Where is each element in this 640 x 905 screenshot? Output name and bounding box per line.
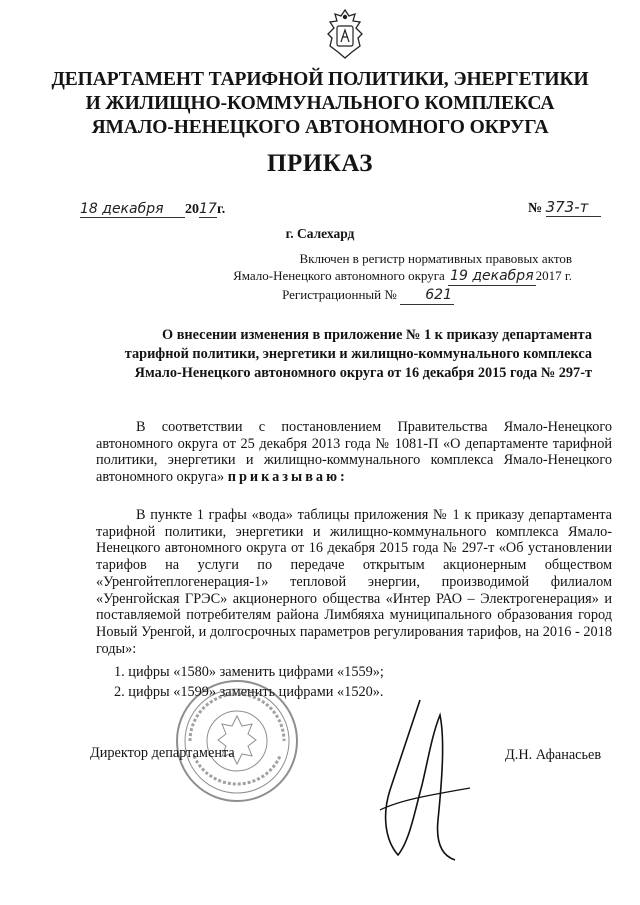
year-suffix: г.: [217, 202, 226, 217]
official-seal-stamp: [172, 676, 302, 806]
department-name-line1: ДЕПАРТАМЕНТ ТАРИФНОЙ ПОЛИТИКИ, ЭНЕРГЕТИКИ: [51, 69, 589, 90]
signatory-position: Директор департамента: [90, 745, 235, 761]
number-handwritten: 373-т: [546, 198, 601, 217]
subject-line2: тарифной политики, энергетики и жилищно-коммунального комплекса: [124, 346, 592, 362]
order-date: [80, 201, 225, 218]
registry-line2-prefix: Ямало-Ненецкого автономного округа: [233, 268, 445, 283]
registry-line2: [180, 267, 572, 286]
preamble-paragraph: [96, 419, 612, 486]
registry-number-handwritten: 621: [400, 287, 454, 305]
department-name-line3: ЯМАЛО-НЕНЕЦКОГО АВТОНОМНОГО ОКРУГА: [91, 117, 549, 138]
city: г. Салехард: [285, 226, 355, 241]
number-prefix: №: [528, 201, 543, 216]
registry-line1: Включен в регистр нормативных правовых актов: [299, 251, 572, 266]
order-number: [528, 198, 601, 217]
registry-number-label: Регистрационный №: [282, 287, 397, 302]
registry-year: 2017 г.: [535, 268, 572, 283]
document-title: ПРИКАЗ: [267, 150, 373, 177]
preamble-text: В соответствии с постановлением Правительства Ямало-Ненецкого автономного округа от 25 декабря 2013 года № 1081-П «О департаменте тарифной политики, энергетики и жилищно-коммунального комплекса Ямало-Ненецкого автономного округа»: [96, 419, 612, 486]
handwritten-signature: [360, 690, 500, 870]
coat-of-arms-emblem: [322, 8, 368, 60]
subject-line1: О внесении изменения в приложение № 1 к приказу департамента: [162, 327, 592, 343]
signatory-name: Д.Н. Афанасьев: [505, 747, 602, 763]
department-name-line2: И ЖИЛИЩНО-КОММУНАЛЬНОГО КОМПЛЕКСА: [85, 93, 555, 114]
subject-line3: Ямало-Ненецкого автономного округа от 16 декабря 2015 года № 297-т: [134, 365, 592, 381]
order-word: приказываю:: [227, 469, 348, 486]
registry-date-handwritten: 19 декабря: [450, 268, 534, 284]
date-handwritten: 18 декабря: [80, 201, 185, 218]
main-paragraph-text: В пункте 1 графы «вода» таблицы приложения № 1 к приказу департамента тарифной политики, энергетики и жилищно-коммунального комплекса Ямало-Ненецкого автономного округа от 16 декабря 2015 года № 297-т «Об установлении тарифов на услуги по передаче открытым акционерным обществом «Уренгойтеплогенерация-1» тепловой энергии, производимой филиалом «Уренгойская ГРЭС» акционерного общества «Интер РАО – Электрогенерация» и поставляемой потребителям района Лимбяяха муниципального образования город Новый Уренгой, и долгосрочных параметров регулирования тарифов, на 2016 - 2018 годы»:: [96, 507, 612, 657]
registry-line3: [180, 286, 572, 305]
year-prefix: 20: [185, 202, 199, 217]
order-subject: [72, 326, 592, 383]
main-paragraph: [96, 507, 612, 657]
year-handwritten: 17: [199, 201, 217, 217]
registry-block: [180, 250, 572, 305]
list-item: 2. цифры «1599» заменить цифрами «1520».: [114, 684, 384, 700]
list-item: 1. цифры «1580» заменить цифрами «1559»;: [114, 664, 384, 680]
